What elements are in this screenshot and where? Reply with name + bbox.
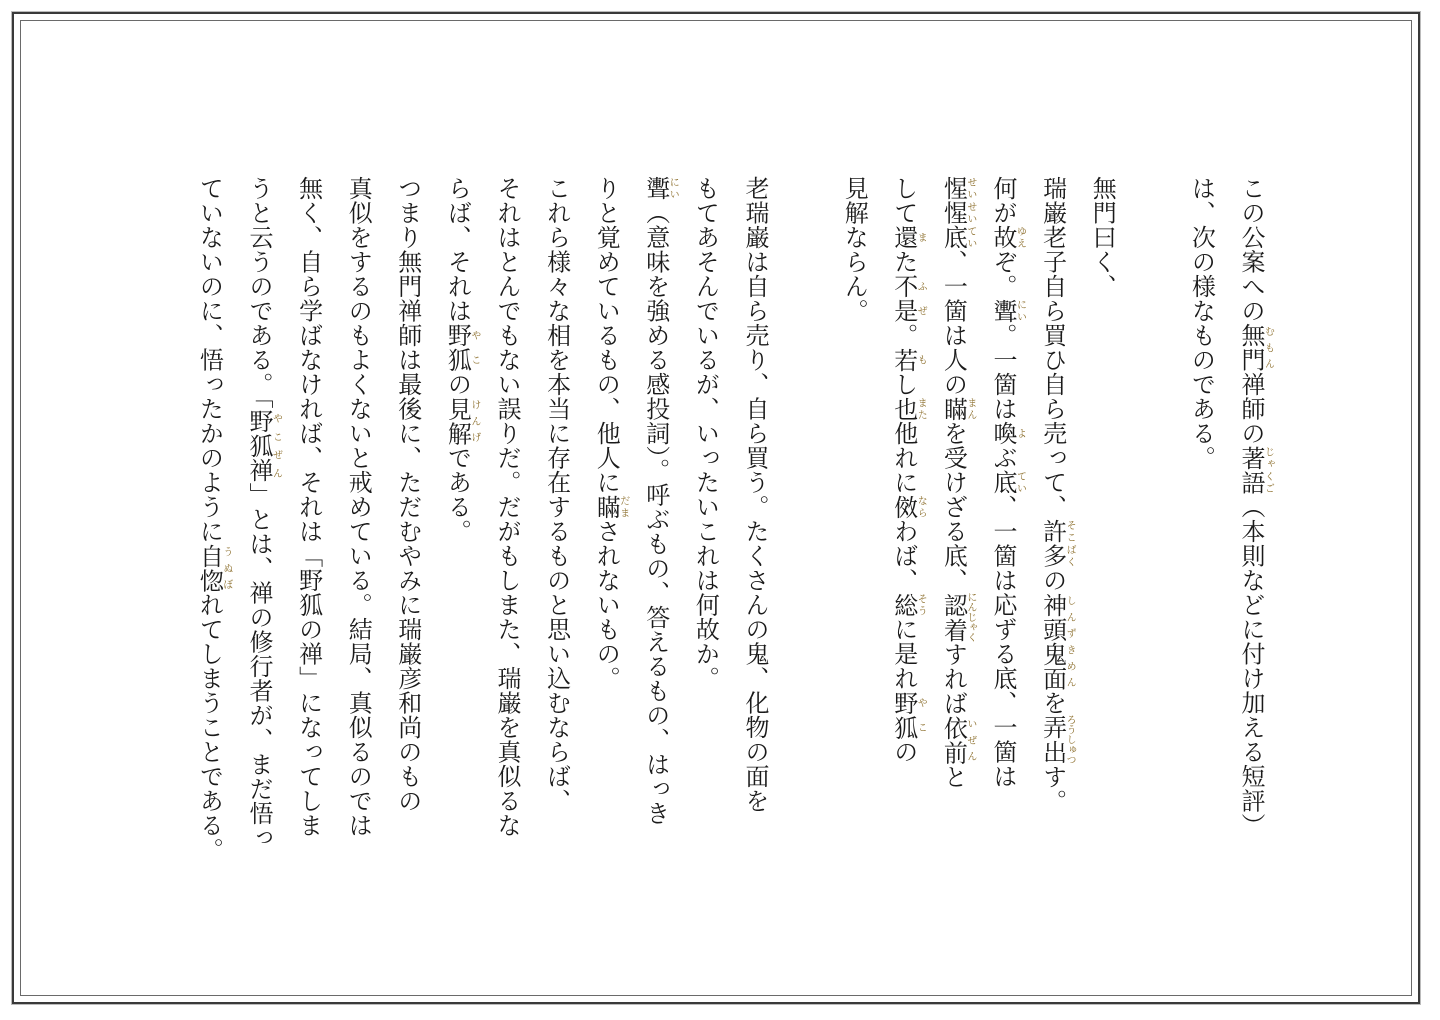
ruby-word (1237, 323, 1274, 372)
furigana: そこばく (1064, 519, 1076, 568)
ruby-base: 瞞 (939, 396, 968, 421)
ruby-word (245, 409, 282, 483)
furigana: にい (1014, 298, 1026, 323)
ruby-word (443, 323, 480, 372)
text-column (1038, 176, 1075, 814)
text-column (343, 176, 373, 838)
ruby-base: 認着 (939, 592, 968, 643)
ruby-base: 総 (889, 592, 918, 617)
ruby-word (889, 592, 927, 618)
text-column (442, 176, 479, 544)
text-run: それはとんでもない誤りだ。だがもしまた、瑞巌を真似るな (493, 176, 521, 838)
text-run: 真似をするのもよくないと戒めている。結局、真似るのでは (344, 176, 373, 838)
ruby-base: 不是 (889, 274, 918, 323)
furigana: も (915, 347, 927, 372)
ruby-base: 惺惺底 (939, 176, 968, 250)
text-column (294, 176, 324, 838)
furigana: そう (915, 592, 927, 617)
ruby-base: 瞞 (592, 494, 621, 519)
text-run: されないもの。 (592, 519, 621, 691)
text-run: すれば (939, 642, 968, 716)
text-column (1186, 176, 1216, 470)
furigana: よ (1014, 421, 1026, 446)
ruby-word (889, 690, 927, 740)
ruby-base: 故 (989, 225, 1017, 250)
text-run: の (443, 372, 472, 397)
ruby-base: 野狐禅 (245, 409, 273, 483)
ruby-word (989, 470, 1026, 495)
text-run: 」とは、禅の修行者が、まだ悟っ (245, 482, 273, 850)
ruby-base: 依前 (939, 715, 968, 765)
ruby-word (989, 298, 1026, 324)
ruby-base: 傚 (889, 494, 918, 519)
text-run: 、一箇は人の (939, 249, 968, 397)
text-column (591, 176, 628, 691)
ruby-base: 自惚 (195, 543, 224, 593)
text-run: である。 (443, 445, 472, 544)
text-run: もてあそんでいるが、いったいこれは何故か。 (691, 176, 720, 691)
furigana: やこ (915, 690, 927, 740)
text-run: うと云うのである。「 (245, 176, 273, 409)
ruby-base: 神頭鬼面 (1038, 592, 1067, 691)
text-column (1087, 176, 1117, 299)
ruby-word (939, 715, 976, 765)
text-run: 禅師の (1237, 372, 1265, 446)
furigana: うぬぼ (220, 543, 232, 593)
furigana: にい (667, 176, 679, 201)
furigana: やこ (468, 323, 480, 372)
ruby-base: 弄出 (1038, 714, 1067, 765)
ruby-base: 也 (889, 396, 918, 421)
ruby-word (939, 176, 976, 250)
text-column (1236, 176, 1273, 838)
text-run: は、次の様なものである。 (1187, 176, 1216, 470)
furigana: てい (1014, 470, 1026, 495)
text-run: 何が (989, 176, 1017, 225)
text-run: 。 (889, 323, 918, 348)
ruby-word (889, 347, 927, 373)
text-run: 無門曰く、 (1088, 176, 1117, 299)
ruby-word (889, 274, 927, 323)
text-run: を (1038, 690, 1067, 715)
furigana: ろうしゅつ (1064, 714, 1076, 765)
furigana: だま (617, 494, 629, 519)
ruby-base: 還 (889, 225, 918, 250)
ruby-word (443, 396, 480, 446)
furigana: ふぜ (915, 274, 927, 323)
ruby-base: 聻 (641, 176, 670, 201)
ruby-word (1038, 592, 1076, 691)
ruby-word (939, 592, 976, 643)
furigana: しんずきめん (1064, 592, 1076, 691)
ruby-base: 若 (889, 347, 918, 372)
text-run: 瑞巌老子自ら買ひ自ら売って、 (1038, 176, 1067, 519)
text-column (194, 176, 231, 862)
text-run: して (889, 176, 918, 225)
text-run: ぞ。 (989, 249, 1017, 299)
ruby-base: 喚 (989, 421, 1017, 446)
ruby-base: 野狐 (889, 690, 918, 740)
text-run: この公案への (1237, 176, 1265, 323)
furigana: やこぜん (270, 409, 282, 483)
text-run: 老瑞巌は自ら売り、自ら買う。たくさんの鬼、化物の面を (741, 176, 769, 813)
ruby-word (989, 421, 1026, 446)
ruby-base: 聻 (989, 298, 1017, 323)
text-column (839, 176, 869, 323)
text-run: 見解ならん。 (840, 176, 869, 323)
text-column (938, 176, 975, 789)
text-run: （本則などに付け加える短評） (1237, 494, 1265, 838)
text-run: ていないのに、悟ったかのように (195, 176, 224, 544)
text-column (889, 176, 926, 764)
furigana: むもん (1262, 323, 1274, 372)
ruby-word (889, 396, 927, 422)
text-run: わば、 (889, 519, 918, 593)
text-run: （意味を強める感投詞）。呼ぶもの、答えるもの、はっき (641, 200, 670, 826)
ruby-base: 著語 (1237, 445, 1265, 495)
furigana: また (915, 396, 927, 421)
text-run: これら様々な相を本当に存在するものと思い込むならば、 (542, 176, 571, 813)
furigana: ゆえ (1014, 225, 1026, 250)
text-column (492, 176, 522, 838)
text-run: の (889, 739, 918, 764)
furigana: まん (964, 396, 976, 421)
text-run: し (889, 372, 918, 397)
ruby-word (195, 543, 232, 593)
text-run: の (1038, 568, 1067, 593)
text-run: 。一箇は (989, 323, 1017, 421)
ruby-base: 許多 (1038, 519, 1067, 568)
ruby-word (889, 225, 927, 250)
furigana: いぜん (964, 715, 976, 765)
text-run: を受けざる底、 (939, 421, 968, 593)
ruby-word (889, 494, 927, 520)
furigana: なら (915, 494, 927, 519)
ruby-word (1038, 714, 1076, 765)
page-frame (12, 12, 1420, 1004)
ruby-base: 見解 (443, 396, 472, 446)
ruby-word (1038, 519, 1076, 568)
ruby-word (641, 176, 679, 201)
text-run: りと覚めているもの、他人に (592, 176, 621, 495)
text-column (244, 176, 281, 850)
ruby-word (939, 396, 976, 422)
ruby-base: 無門 (1237, 323, 1265, 372)
text-run: らば、それは (443, 176, 472, 323)
text-run: ぶ (989, 445, 1017, 470)
ruby-word (592, 494, 629, 520)
text-run: 無く、自ら学ばなければ、それは「野狐の禅」になってしま (294, 176, 323, 838)
furigana: けんげ (468, 396, 480, 446)
ruby-base: 底 (989, 470, 1017, 495)
text-run: 他 (889, 421, 918, 446)
furigana: ま (915, 225, 927, 250)
text-run: に是れ (889, 617, 918, 691)
text-run: 、一箇は応ずる底、一箇は (989, 494, 1017, 789)
furigana: にんじゃく (964, 592, 976, 643)
text-run: と (939, 764, 968, 789)
text-run: れに (889, 445, 918, 495)
ruby-word (1237, 445, 1274, 495)
text-column (690, 176, 720, 691)
text-run: た (889, 249, 918, 274)
text-column (641, 176, 678, 826)
ruby-word (989, 225, 1026, 250)
text-run: す。 (1038, 764, 1067, 814)
furigana: せいせいてい (964, 176, 976, 250)
text-run: れてしまうことである。 (195, 592, 224, 862)
text-column (740, 176, 770, 813)
text-run: つまり無門禅師は最後に、ただむやみに瑞巌彦和尚のもの (393, 176, 422, 813)
furigana: じゃくご (1262, 445, 1274, 495)
text-column (393, 176, 423, 813)
text-column (988, 176, 1025, 789)
text-column (542, 176, 572, 813)
ruby-base: 野狐 (443, 323, 472, 372)
